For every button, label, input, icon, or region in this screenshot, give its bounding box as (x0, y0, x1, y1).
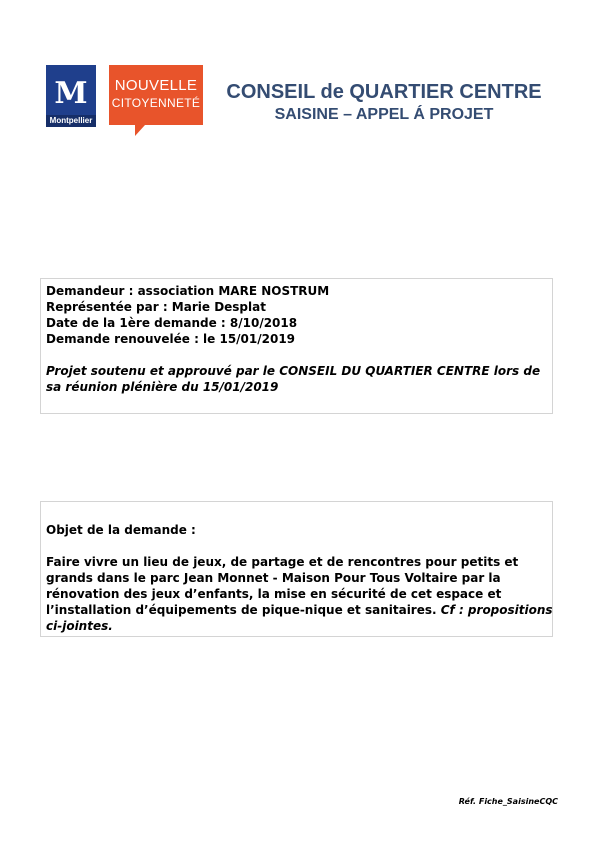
speech-bubble-tail-icon (135, 125, 145, 136)
document-reference: Réf. Fiche_SaisineCQC (458, 797, 558, 806)
object-description-line1: Faire vivre un lieu de jeux, de partage et de rencontres pour petits et (46, 555, 519, 569)
object-description-line2: grands dans le parc Jean Monnet - Maison Pour Tous Voltaire par la (46, 571, 501, 585)
nouvelle-citoyennete-logo (109, 65, 203, 125)
support-statement-line2: sa réunion plénière du 15/01/2019 (46, 380, 279, 394)
requester-line: Demandeur : association MARE NOSTRUM (46, 284, 330, 298)
object-description-line4-text: l’installation d’équipements de pique-nique et sanitaires. (46, 603, 441, 617)
montpellier-logo-letter: M (54, 76, 88, 111)
representative-line: Représentée par : Marie Desplat (46, 300, 266, 314)
object-description-line3: rénovation des jeux d’enfants, la mise en sécurité de cet espace et (46, 587, 502, 601)
nouvelle-logo-line1: NOUVELLE (114, 77, 198, 94)
object-description-line4 (46, 602, 553, 618)
page-subtitle: SAISINE – APPEL Á PROJET (274, 106, 494, 123)
nouvelle-logo-line2: CITOYENNETÉ (111, 96, 201, 110)
object-description-line5: ci-jointes. (46, 619, 113, 633)
support-statement-line1: Projet soutenu et approuvé par le CONSEIL DU QUARTIER CENTRE lors de (46, 364, 541, 378)
object-heading: Objet de la demande : (46, 523, 196, 537)
montpellier-logo (46, 65, 96, 127)
object-reference-text: Cf : propositions (440, 603, 553, 617)
montpellier-logo-city: Montpellier (46, 115, 96, 127)
renewed-request-line: Demande renouvelée : le 15/01/2019 (46, 332, 296, 346)
first-request-date-line: Date de la 1ère demande : 8/10/2018 (46, 316, 298, 330)
page-title: CONSEIL de QUARTIER CENTRE (226, 81, 542, 103)
